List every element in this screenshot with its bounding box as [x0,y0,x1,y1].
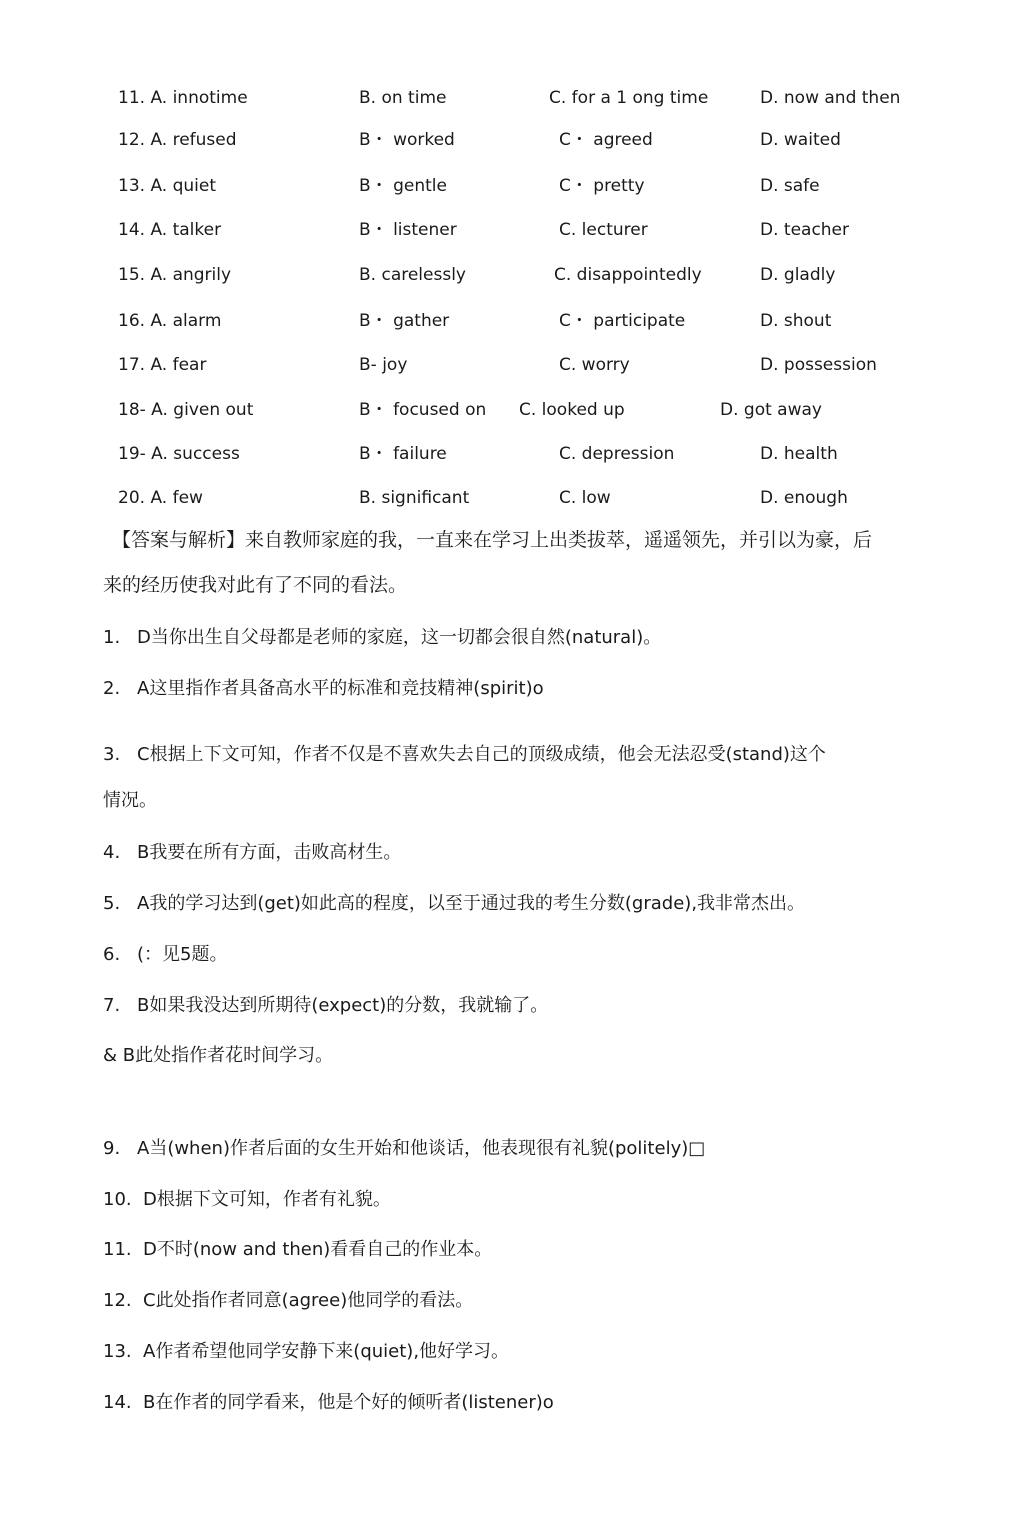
answer-12 [103,1287,473,1315]
answer-text: A当(when)作者后面的女生开始和他谈话，他表现很有礼貌(politely)□ [137,1138,706,1159]
option-a: 15. A. angrily [118,265,232,285]
option-b: B・ failure [359,444,447,464]
answer-6 [103,941,227,969]
option-row-12 [0,126,1024,154]
option-c: C. lecturer [559,220,648,240]
answer-number: 7. [103,995,121,1016]
answer-text: C此处指作者同意(agree)他同学的看法。 [143,1290,474,1311]
option-d: D. got away [720,400,822,420]
option-d: D. gladly [760,265,836,285]
option-d: D. shout [760,311,832,331]
answer-text: D根据下文可知，作者有礼貌。 [143,1189,391,1210]
option-row-17 [0,351,1024,379]
option-row-11 [0,84,1024,112]
option-d: D. teacher [760,220,850,240]
answer-1 [103,624,661,652]
option-d: D. health [760,444,838,464]
answer-text: C根据上下文可知，作者不仅是不喜欢失去自己的顶级成绩，他会无法忍受(stand)这个 [137,744,826,765]
option-c: C. low [559,488,611,508]
option-a: 18- A. given out [118,400,254,420]
answer-text: B在作者的同学看来，他是个好的倾听者(listener)o [143,1392,554,1413]
option-a: 19- A. success [118,444,240,464]
analysis-line-1: 【答案与解析】来自教师家庭的我，一直来在学习上出类拔萃，遥遥领先，并引以为豪，后 [112,529,873,551]
option-d: D. now and then [760,88,901,108]
option-row-15 [0,261,1024,289]
option-c: C. for a 1 ong time [549,88,709,108]
answer-3-continued [103,787,157,815]
option-b: B. significant [359,488,470,508]
answer-13 [103,1338,509,1366]
answer-number: 11. [103,1239,132,1260]
option-c: C・ agreed [559,130,653,150]
answer-text: B如果我没达到所期待(expect)的分数，我就输了。 [137,995,549,1016]
answer-14 [103,1389,554,1417]
answer-number: 1. [103,627,121,648]
option-c: C. looked up [519,400,625,420]
answer-number: 10. [103,1189,132,1210]
option-row-19 [0,440,1024,468]
answer-number: 12. [103,1290,132,1311]
answer-4 [103,839,401,867]
answer-number: 4. [103,842,121,863]
option-a: 14. A. talker [118,220,222,240]
option-b: B・ focused on [359,400,487,420]
option-b: B. on time [359,88,447,108]
option-d: D. enough [760,488,848,508]
answer-number: 2. [103,678,121,699]
option-row-14 [0,216,1024,244]
option-d: D. possession [760,355,877,375]
answer-number: 14. [103,1392,132,1413]
option-row-13 [0,172,1024,200]
answer-8 [103,1042,333,1070]
answer-number: 9. [103,1138,121,1159]
option-row-18 [0,396,1024,424]
option-a: 20. A. few [118,488,203,508]
analysis-line-2: 来的经历使我对此有了不同的看法。 [103,574,408,596]
option-a: 11. A. innotime [118,88,248,108]
answer-number: 6. [103,944,121,965]
answer-text: B我要在所有方面，击败高材生。 [137,842,402,863]
option-b: B・ gentle [359,176,447,196]
option-b: B・ gather [359,311,450,331]
answer-number: 5. [103,893,121,914]
answer-text: (：见5题。 [137,944,228,965]
answer-2 [103,675,544,703]
answer-text: A我的学习达到(get)如此高的程度，以至于通过我的考生分数(grade),我非常杰出。 [137,893,806,914]
answer-text: A作者希望他同学安静下来(quiet),他好学习。 [143,1341,510,1362]
option-a: 12. A. refused [118,130,237,150]
option-b: B・ worked [359,130,455,150]
option-c: C. worry [559,355,630,375]
option-c: C・ participate [559,311,686,331]
option-a: 17. A. fear [118,355,207,375]
answer-number: 3. [103,744,121,765]
answer-7 [103,992,548,1020]
option-c: C・ pretty [559,176,645,196]
answer-text: & B此处指作者花时间学习。 [103,1045,334,1066]
option-c: C. depression [559,444,675,464]
answer-text: 情况。 [103,790,157,811]
option-d: D. waited [760,130,841,150]
option-d: D. safe [760,176,820,196]
answer-3 [103,741,826,769]
option-a: 13. A. quiet [118,176,216,196]
answer-10 [103,1186,391,1214]
option-b: B・ listener [359,220,457,240]
answer-11 [103,1236,492,1264]
option-a: 16. A. alarm [118,311,222,331]
answer-9 [103,1135,705,1163]
answer-text: D不时(now and then)看看自己的作业本。 [143,1239,493,1260]
option-row-20 [0,484,1024,512]
option-row-16 [0,307,1024,335]
option-c: C. disappointedly [554,265,702,285]
answer-5 [103,890,805,918]
answer-text: D当你出生自父母都是老师的家庭，这一切都会很自然(natural)。 [137,627,662,648]
answer-text: A这里指作者具备高水平的标准和竞技精神(spirit)o [137,678,544,699]
answer-number: 13. [103,1341,132,1362]
option-b: B- joy [359,355,408,375]
option-b: B. carelessly [359,265,466,285]
